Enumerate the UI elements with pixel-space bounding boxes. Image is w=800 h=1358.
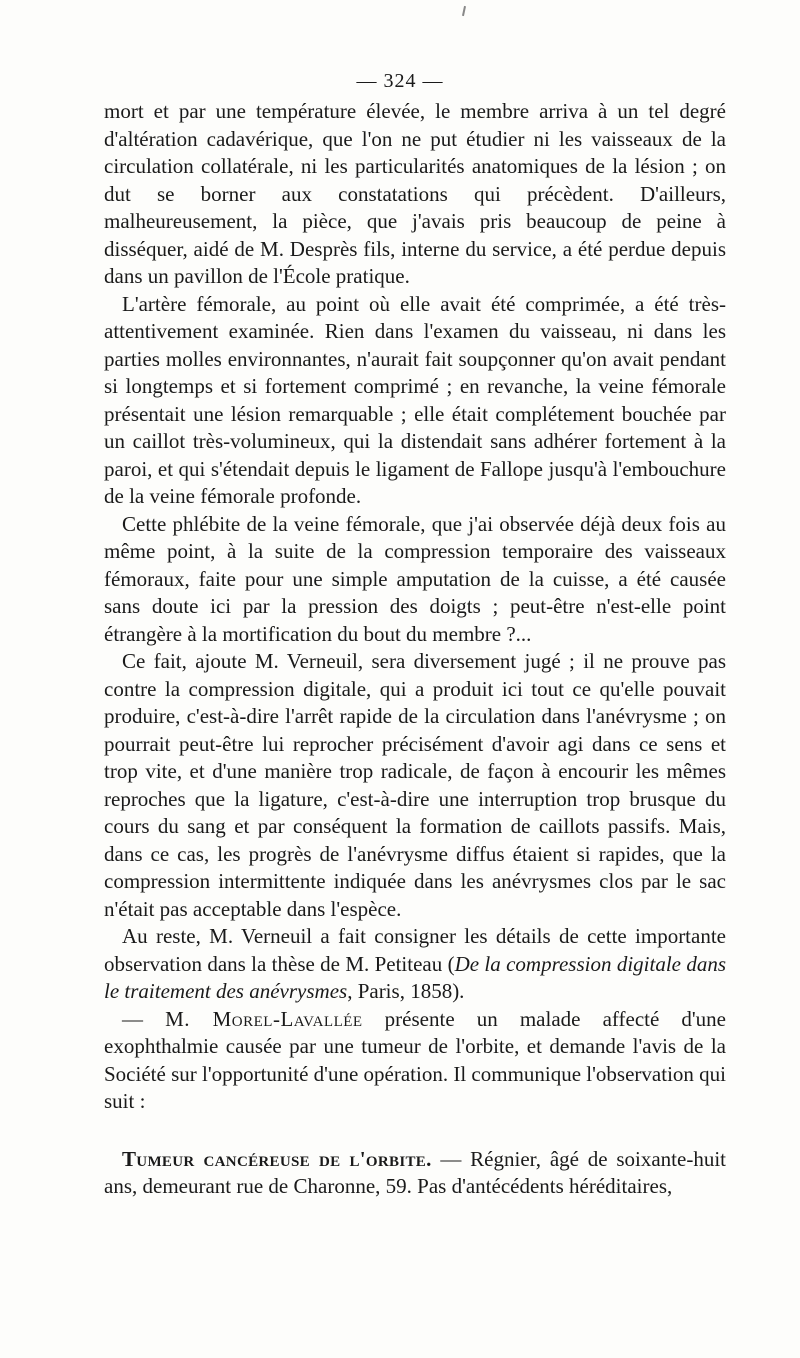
paragraph-2: L'artère fémorale, au point où elle avait été comprimée, a été très-attentivement examinée. Rien dans l'examen du vaisseau, ni dans les parties molles environnantes, n'aurait fait soupçonner qu'on avait pendant si longtemps et si fortement comprimé ; en revanche, la veine fémorale présentait une lésion remarquable ; elle était complétement bouchée par un caillot très-volumineux, qui la distendait sans adhérer fortement à la paroi, et qui s'étendait depuis le ligament de Fallope jusqu'à l'embouchure de la veine fémorale profonde. xyxy=(104,291,726,508)
speaker-name: M. Morel-Lavallée xyxy=(165,1006,363,1031)
paragraph-7-text: — Régnier, âgé de soixante-huit ans, demeurant rue de Charonne, 59. Pas d'antécédents héréditaires, xyxy=(104,1146,726,1198)
paragraph-5-text-after: , Paris, 1858). xyxy=(347,979,465,1003)
page-number: — 324 — xyxy=(356,70,444,92)
paragraph-5 xyxy=(104,923,726,1006)
scan-mark xyxy=(462,6,466,16)
paragraph-1: mort et par une température élevée, le membre arriva à un tel degré d'altération cadavérique, que l'on ne put étudier ni les vaisseaux de la circulation collatérale, ni les particularités anatomiques de la lésion ; on dut se borner aux constatations qui précèdent. D'ailleurs, malheureusement, la pièce, que j'avais pris beaucoup de peine à disséquer, aidé de M. Desprès fils, interne du service, a été perdue depuis dans un pavillon de l'École pratique. xyxy=(104,99,726,288)
paragraph-4: Ce fait, ajoute M. Verneuil, sera diversement jugé ; il ne prouve pas contre la compression digitale, qui a produit ici tout ce qu'elle pouvait produire, c'est-à-dire l'arrêt rapide de la circulation dans l'anévrysme ; on pourrait peut-être lui reprocher précisément d'avoir agi dans ce sens et trop vite, et d'une manière trop radicale, de façon à encourir les mêmes reproches que la ligature, c'est-à-dire une interruption trop brusque du cours du sang et par conséquent la formation de caillots passifs. Mais, dans ce cas, les progrès de l'anévrysme diffus étaient si rapides, que la compression intermittente indiquée dans les anévrysmes clos par le sac n'était pas acceptable dans l'espèce. xyxy=(104,649,726,921)
paragraph-3: Cette phlébite de la veine fémorale, que j'ai observée déjà deux fois au même point, à la suite de la compression temporaire des vaisseaux fémoraux, faite pour une simple amputation de la cuisse, a été causée sans doute ici par la pression des doigts ; peut-être n'est-elle point étrangère à la mortification du bout du membre ?... xyxy=(104,511,726,646)
paragraph-6-text: présente un malade affecté d'une exophthalmie causée par une tumeur de l'orbite, et demande l'avis de la Société sur l'opportunité d'une opération. Il communique l'observation qui suit : xyxy=(104,1006,727,1113)
case-heading: Tumeur cancéreuse de l'orbite. xyxy=(122,1146,432,1171)
thesis-title: De la compression digitale dans le traitement des anévrysmes xyxy=(104,951,727,1003)
paragraph-7 xyxy=(104,1146,726,1201)
paragraph-5-text-before: Au reste, M. Verneuil a fait consigner les détails de cette importante observation dans la thèse de M. Petiteau ( xyxy=(104,924,726,976)
page-body xyxy=(104,98,726,1201)
paragraph-6 xyxy=(104,1006,726,1116)
paragraph-6-dash: — xyxy=(122,1006,166,1031)
